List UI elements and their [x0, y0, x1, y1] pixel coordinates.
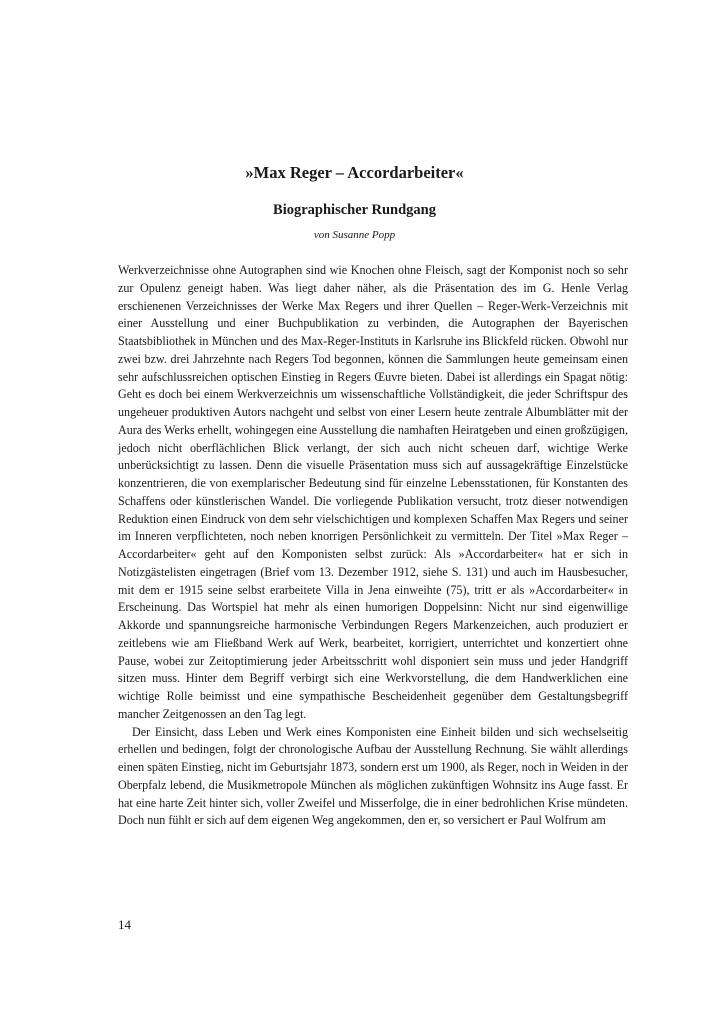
article-body: [118, 262, 628, 830]
body-paragraph: Der Einsicht, dass Leben und Werk eines Komponisten eine Einheit bilden und sich wechselseitig erhellen und bedingen, folgt der chronologische Aufbau der Ausstellung Rechnung. Sie wählt allerdings einen späten Einstieg, nicht im Geburtsjahr 1873, sondern erst um 1900, als Reger, noch in Weiden in der Oberpfalz lebend, die Musikmetropole München als möglichen zukünftigen Wohnsitz ins Auge fasst. Er hat eine harte Zeit hinter sich, voller Zweifel und Misserfolge, die in einer bedrohlichen Krise mündeten. Doch nun fühlt er sich auf dem eigenen Weg angekommen, den er, so versichert er Paul Wolfrum am: [118, 724, 628, 828]
page-number: 14: [118, 917, 131, 932]
article-title: »Max Reger – Accordarbeiter«: [245, 163, 464, 182]
body-paragraph: Werkverzeichnisse ohne Autographen sind wie Knochen ohne Fleisch, sagt der Komponist noch so sehr zur Opulenz geneigt haben. Was liegt daher näher, als die Präsentation des im G. Henle Verlag erschienenen Verzeichnisses der Werke Max Regers und ihrer Quellen – Reger-Werk-Verzeichnis mit einer Ausstellung und einer Buchpublikation zu verbinden, die Autographen der Bayerischen Staatsbibliothek in München und des Max-Reger-Instituts in Karlsruhe ins Blickfeld rücken. Obwohl nur zwei bzw. drei Jahrzehnte nach Regers Tod begonnen, können die Sammlungen heute gemeinsam einen sehr aufschlussreichen optischen Einstieg in Regers Œuvre bieten. Dabei ist allerdings ein Spagat nötig: Geht es doch bei einem Werkverzeichnis um wissenschaftliche Vollständigkeit, die jeder Schriftspur des ungeheuer produktiven Autors nachgeht und selbst von einer Lesern heute zentrale Albumblätter mit der Aura des Werks erhellt, wohingegen eine Ausstellung die namhaften Heiratgeben und einen großzügigen, jedoch nicht oberflächlichen Blick verlangt, der sich auch nicht scheuen darf, wichtige Werke unberücksichtigt zu lassen. Denn die visuelle Präsentation muss sich auf aussagekräftige Einzelstücke konzentrieren, die von exemplarischer Bedeutung sind für einzelne Lebensstationen, für Konstanten des Schaffens oder künstlerischen Wandel. Die vorliegende Publikation versucht, trotz dieser notwendigen Reduktion einen Eindruck von dem sehr vielschichtigen und komplexen Schaffen Max Regers und seiner im Inneren verpflichteten, noch neben knorrigen Persönlichkeit zu vermitteln. Der Titel »Max Reger – Accordarbeiter« geht auf den Komponisten selbst zurück: Als »Accordarbeiter« hat er sich in Notizgästelisten eingetragen (Brief vom 13. Dezember 1912, siehe S. 131) und auch im Hausbesucher, mit dem er 1915 seine selbst erarbeitete Villa in Jena einweihte (75), tritt er als »Accordarbeiter« in Erscheinung. Das Wortspiel hat mehr als einen humorigen Doppelsinn: Nicht nur sind eigenwillige Akkorde und spannungsreiche harmonische Verbindungen Regers Markenzeichen, auch produziert er zeitlebens wie am Fließband Werk auf Werk, bearbeitet, korrigiert, unterrichtet und konzertiert ohne Pause, wobei zur Zeitoptimierung jeder Arbeitsschritt wohl disponiert sein muss und jeder Handgriff sitzen muss. Hinter dem Begriff verbirgt sich eine Werkvorstellung, die dem Handwerklichen eine wichtige Rolle beimisst und eine sympathische Bescheidenheit gegenüber dem Gestaltungsbegriff mancher Zeitgenossen an den Tag legt.: [118, 263, 628, 721]
article-byline: von Susanne Popp: [313, 229, 396, 241]
article-subtitle: Biographischer Rundgang: [273, 202, 436, 218]
